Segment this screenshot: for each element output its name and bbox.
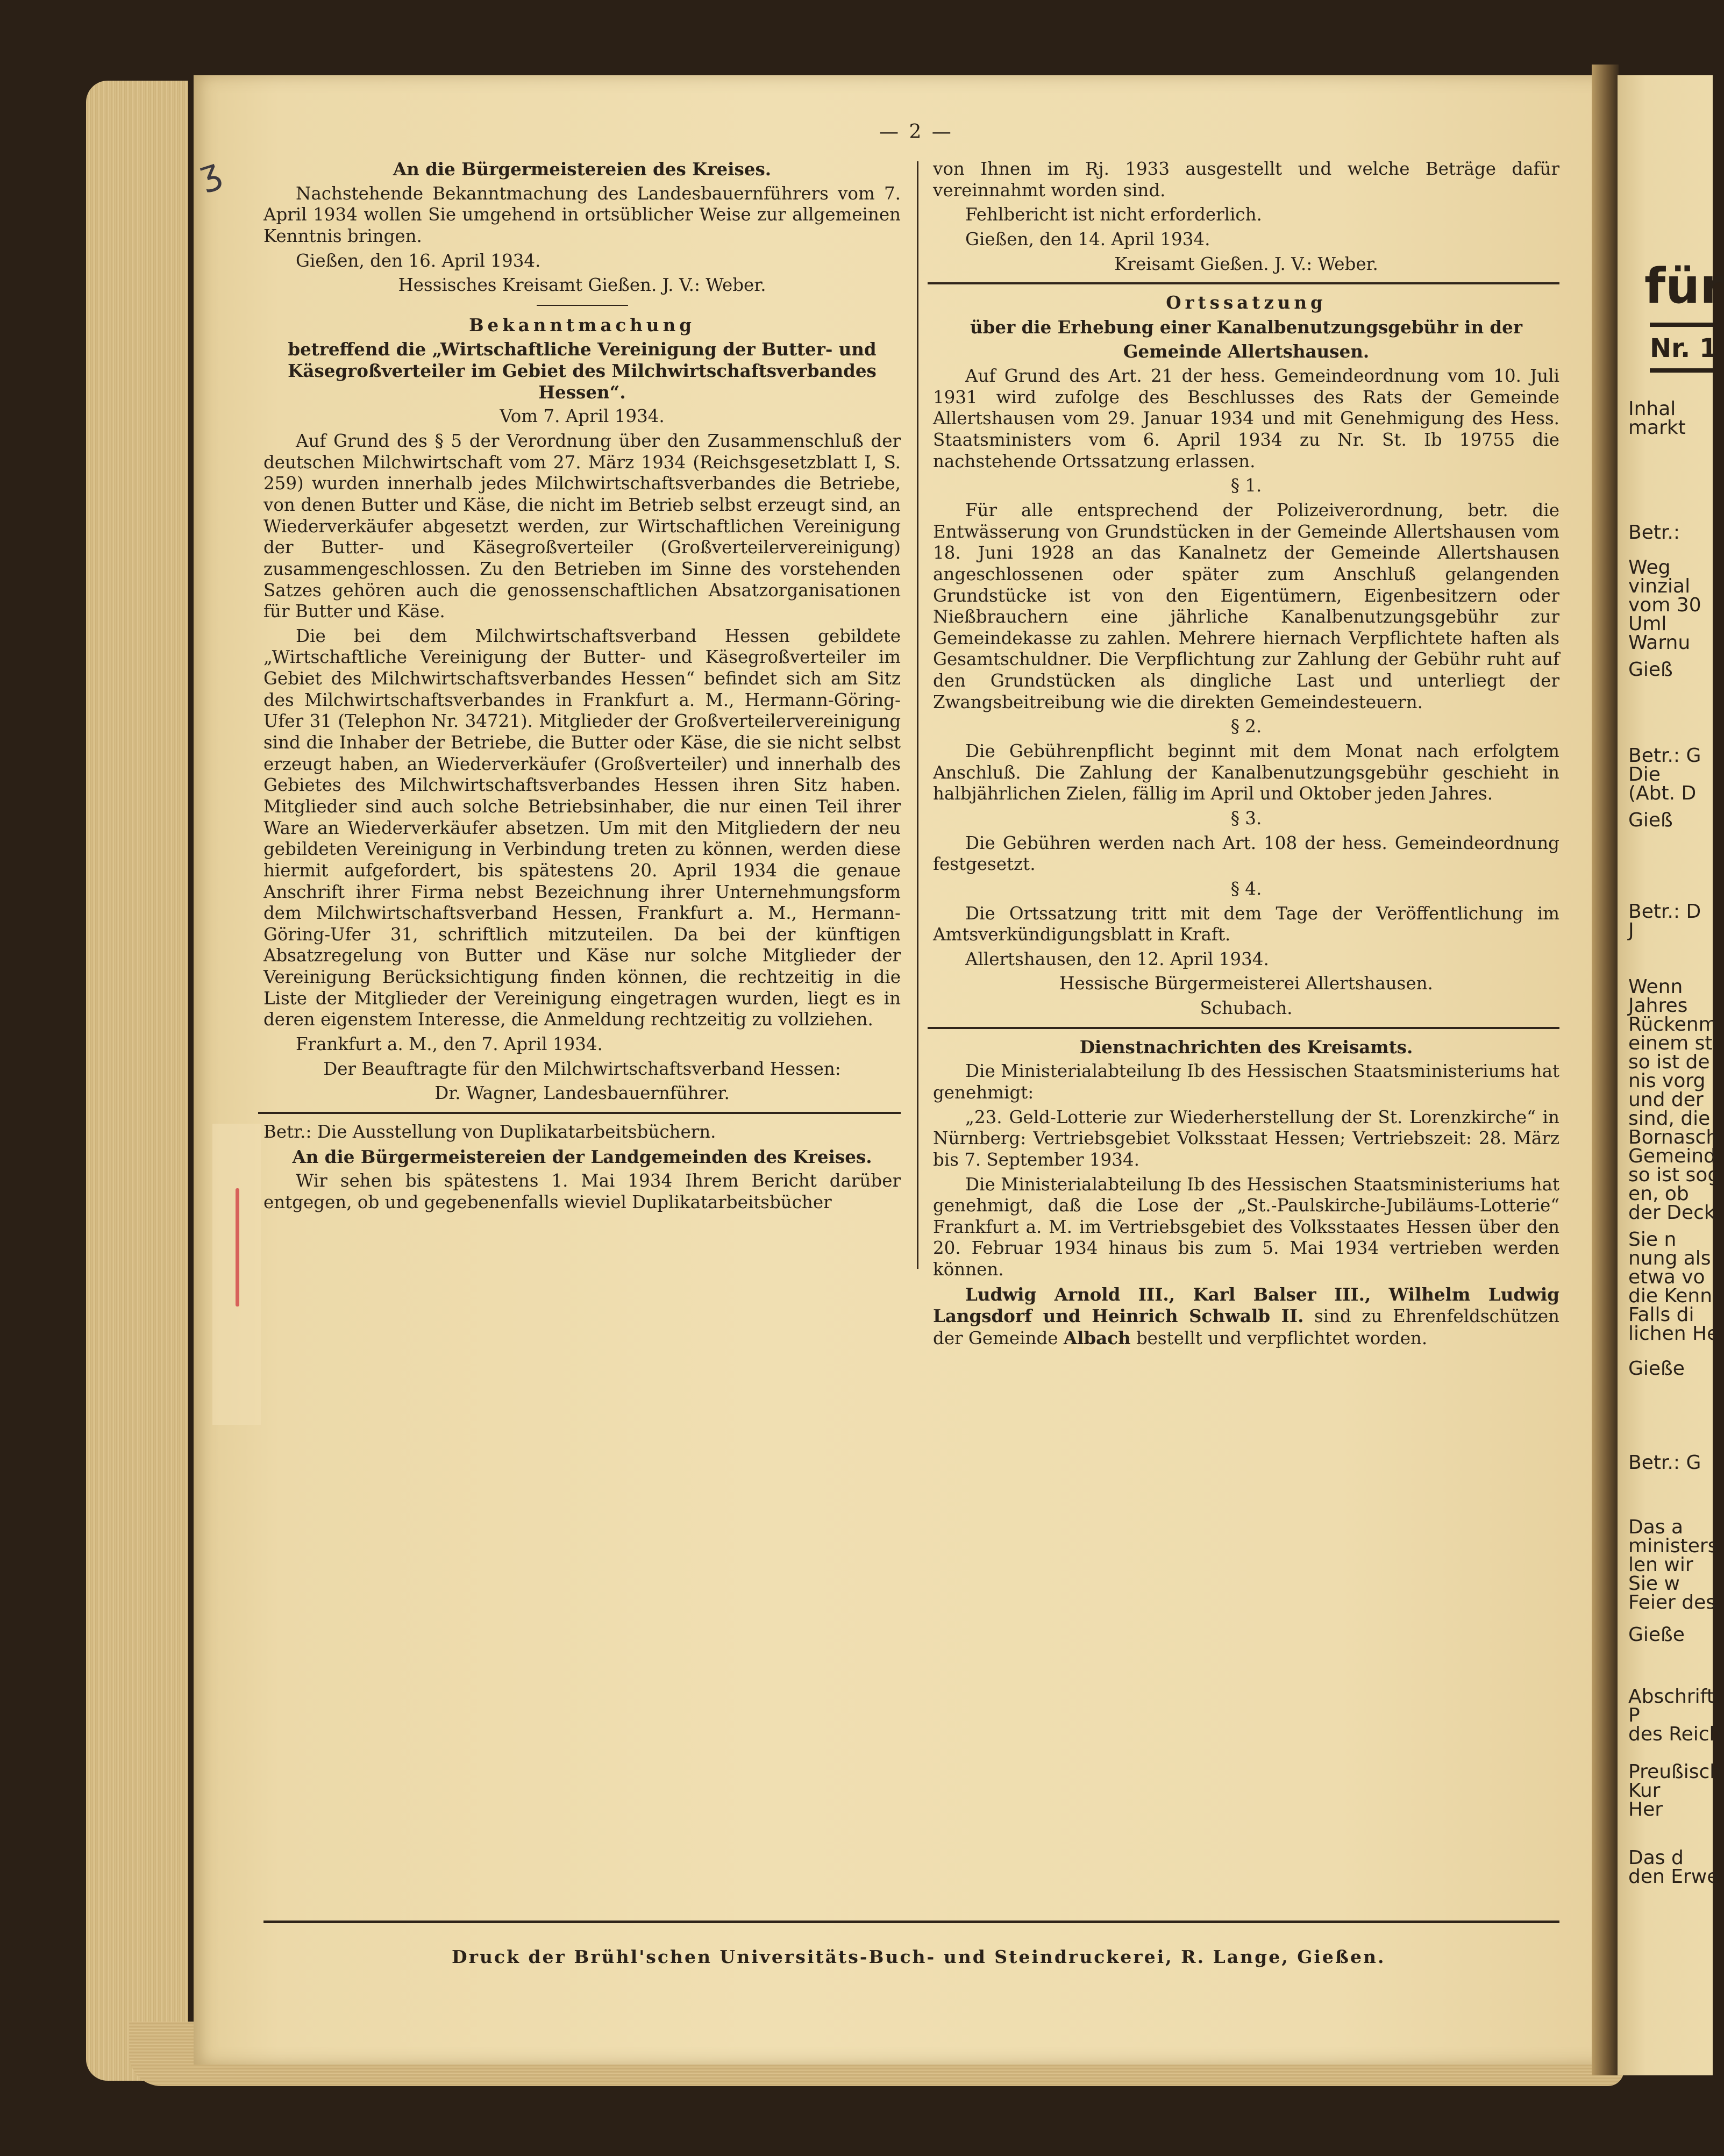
dateline: Gießen, den 16. April 1934. <box>296 250 541 271</box>
next-page-line: (Abt. D <box>1628 782 1697 804</box>
next-page <box>1618 75 1724 2075</box>
printer-imprint: Druck der Brühl'schen Universitäts-Buch- und Steindruckerei, R. Lange, Gießen. <box>452 1946 1386 1967</box>
signature: Schubach. <box>1200 998 1293 1019</box>
signature: Hessische Bürgermeisterei Allertshausen. <box>1059 973 1433 994</box>
dateline: Frankfurt a. M., den 7. April 1934. <box>296 1033 603 1054</box>
signature: Hessisches Kreisamt Gießen. J. V.: Weber. <box>398 275 766 296</box>
next-page-line: Wenn <box>1628 976 1683 998</box>
paragraph <box>933 1284 1559 1350</box>
statute-subtitle: Gemeinde Allertshausen. <box>1123 341 1370 362</box>
next-page-line: Preußisch <box>1628 1761 1722 1783</box>
paragraph: Auf Grund des Art. 21 der hess. Gemeindeordnung vom 10. Juli 1931 wird zufolge des Beschlusses des Rats der Gemeinde Allertshausen vom 29. Januar 1934 und mit Genehmigung des Hess. Staatsministers vom 6. April 1934 zu Nr. St. Ib 19755 die nachstehende Ortssatzung erlassen. <box>933 366 1559 472</box>
paragraph: von Ihnen im Rj. 1933 ausgestellt und welche Beträge dafür vereinnahmt worden sind. <box>933 159 1559 201</box>
next-page-line: des Reich <box>1628 1723 1722 1745</box>
paragraph: „23. Geld-Lotterie zur Wiederherstellung der St. Lorenzkirche“ in Nürnberg: Vertriebsgebiet Volksstaat Hessen; Vertriebszeit: 28. März bis 7. September 1934. <box>933 1106 1559 1170</box>
section-heading: Dienstnachrichten des Kreisamts. <box>1079 1036 1413 1058</box>
next-page-line: P <box>1628 1704 1640 1726</box>
next-page-line: Inhal <box>1628 398 1676 420</box>
next-page-line: Die <box>1628 763 1661 786</box>
next-page-rule <box>1650 323 1713 327</box>
divider <box>928 1027 1559 1029</box>
signature: Dr. Wagner, Landesbauernführer. <box>434 1083 730 1104</box>
next-page-line: und der <box>1628 1089 1704 1111</box>
next-page-line: Das d <box>1628 1847 1684 1869</box>
notice-date: Vom 7. April 1934. <box>500 406 665 427</box>
next-page-line: so ist de <box>1628 1051 1710 1073</box>
paragraph: Die bei dem Milchwirtschaftsverband Hessen gebildete „Wirtschaftliche Vereinigung der Butter- und Käsegroßverteiler im Gebiet des Milchwirtschaftsverbandes Hessen“ befindet sich am Sitz des Milchwirtschaftsverbandes in Frankfurt a. M., Hermann-Göring-Ufer 31 (Telephon Nr. 34721). Mitglieder der Großverteilervereinigung sind die Inhaber der Betriebe, die Butter oder Käse, die sie nicht selbst erzeugt haben, an Wiederverkäufer (Großverteiler) und innerhalb des Gebietes des Milchwirtschaftsverbandes Hessen ihren Sitz haben. Mitglieder sind auch solche Betriebsinhaber, die nur einen Teil ihrer Ware an Wiederverkäufer absetzen. Um mit den Mitgliedern der neu gebildeten Vereinigung in Verbindung treten zu können, werden diese hiermit aufgefordert, bis spätestens 20. April 1934 die genaue Anschrift ihrer Firma nebst Bezeichnung ihrer Unternehmungsform dem Milchwirtschaftsverband Hessen, Frankfurt a. M., Hermann-Göring-Ufer 31, schriftlich mitzuteilen. Da bei der künftigen Absatzregelung von Butter und Käse nur solche Mitglieder der Vereinigung Berücksichtigung finden können, die rechtzeitig in die Liste der Mitglieder der Vereinigung eingetragen wurden, liegt es in deren eigenstem Interesse, die Anmeldung rechtzeitig zu vollziehen. <box>263 625 901 1030</box>
divider <box>537 305 628 306</box>
next-page-line: so ist sog <box>1628 1164 1720 1186</box>
signature: Kreisamt Gießen. J. V.: Weber. <box>1114 253 1378 274</box>
next-page-line: Gemeind <box>1628 1145 1716 1167</box>
paragraph: Nachstehende Bekanntmachung des Landesbauernführers vom 7. April 1934 wollen Sie umgehend in ortsüblicher Weise zur allgemeinen Kenntnis bringen. <box>263 183 901 246</box>
next-page-line: Gieße <box>1628 1624 1685 1646</box>
statute-subtitle: über die Erhebung einer Kanalbenutzungsgebühr in der <box>970 316 1522 338</box>
next-page-line: Gieße <box>1628 1358 1685 1380</box>
next-page-line: len wir <box>1628 1554 1693 1576</box>
paragraph: Die Gebühren werden nach Art. 108 der hess. Gemeindeordnung festgesetzt. <box>933 832 1559 875</box>
paragraph: Für alle entsprechend der Polizeiverordnung, betr. die Entwässerung von Grundstücken in der Gemeinde Allertshausen vom 18. Juni 1928 an das Kanalnetz der Gemeinde Allertshausen angeschlossenen oder später zum Anschluß gelangenden Grundstücke ist von den Eigentümern, Eigenbesitzern oder Nießbrauchern eine jährliche Kanalbenutzungsgebühr zur Gemeindekasse zu zahlen. Mehrere hiernach Verpflichtete haften als Gesamtschuldner. Die Verpflichtung zur Zahlung der Gebühr ruht auf den Grundstücken als dingliche Last und unterliegt der Zwangsbeitreibung wie die direkten Gemeindesteuern. <box>933 499 1559 712</box>
next-page-line: etwa vo <box>1628 1266 1705 1288</box>
next-page-line: den Erwe <box>1628 1866 1719 1888</box>
divider <box>258 1112 901 1114</box>
place-name: Albach <box>1063 1327 1131 1349</box>
section-label: § 2. <box>1230 716 1262 737</box>
paragraph: Die Ministerialabteilung Ib des Hessischen Staatsministeriums hat genehmigt, daß die Lose der „St.-Paulskirche-Jubiläums-Lotterie“ Frankfurt a. M. im Vertriebsgebiet des Volksstaates Hessen über den 20. Februar 1934 hinaus bis zum 5. Mai 1934 vertrieben werden können. <box>933 1174 1559 1280</box>
section-label: § 4. <box>1230 878 1262 899</box>
section-label: § 1. <box>1230 475 1262 496</box>
next-page-line: Betr.: D <box>1628 901 1701 923</box>
next-page-rule <box>1650 368 1713 373</box>
next-page-line: Betr.: <box>1628 522 1680 544</box>
next-page-line: Weg <box>1628 556 1671 579</box>
next-page-line: markt <box>1628 417 1686 439</box>
paragraph: Wir sehen bis spätestens 1. Mai 1934 Ihrem Bericht darüber entgegen, ob und gegebenenfalls wieviel Duplikatarbeitsbücher <box>263 1170 901 1212</box>
dateline: Allertshausen, den 12. April 1934. <box>965 948 1269 969</box>
notice-title: Bekanntmachung <box>469 314 695 335</box>
paragraph: Die Ortssatzung tritt mit dem Tage der Veröffentlichung im Amtsverkündigungsblatt in Kraft. <box>933 903 1559 945</box>
next-page-line: en, ob <box>1628 1183 1689 1205</box>
next-page-line: Sie n <box>1628 1229 1677 1251</box>
page-number: — 2 — <box>879 121 953 143</box>
next-page-line: Sie w <box>1628 1573 1680 1595</box>
next-page-line: lichen He <box>1628 1323 1719 1345</box>
next-page-line: Her <box>1628 1798 1663 1821</box>
next-page-line: vinzial <box>1628 575 1691 597</box>
page-edges <box>86 81 188 2081</box>
next-page-line: Warnu <box>1628 632 1691 654</box>
next-page-line: die Kenn <box>1628 1285 1713 1307</box>
statute-title: Ortssatzung <box>1166 292 1327 313</box>
next-page-number: Nr. 1 <box>1650 333 1718 363</box>
text: sind zu Ehrenfeldschützen der Gemeinde <box>933 1306 1559 1349</box>
notice-subtitle: betreffend die „Wirtschaftliche Vereinigung der Butter- und Käsegroßverteiler im Gebiet des Milchwirtschaftsverbandes Hessen“. <box>288 339 877 403</box>
next-page-line: Uml <box>1628 613 1667 635</box>
names: Ludwig Arnold III., Karl Balser III., Wilhelm Ludwig Langsdorf und Heinrich Schwalb II. <box>933 1283 1559 1327</box>
text: bestellt und verpflichtet worden. <box>1130 1328 1428 1349</box>
red-pencil-mark <box>236 1188 239 1307</box>
next-page-line: Rückenm <box>1628 1013 1718 1036</box>
next-page-line: der Deck <box>1628 1202 1715 1224</box>
next-page-line: einem st <box>1628 1032 1713 1054</box>
next-page-line: J <box>1628 919 1634 941</box>
column-divider <box>917 161 918 1269</box>
left-column <box>263 159 901 1216</box>
next-page-line: Gieß <box>1628 659 1673 681</box>
next-page-line: sind, die <box>1628 1108 1711 1130</box>
paragraph: Fehlbericht ist nicht erforderlich. <box>965 204 1262 225</box>
paragraph: Die Gebührenpflicht beginnt mit dem Monat nach erfolgtem Anschluß. Die Zahlung der Kanalbenutzungsgebühr geschieht in halbjährlichen Zielen, fällig im April und Oktober jeden Jahres. <box>933 741 1559 804</box>
next-page-line: Betr.: G <box>1628 1452 1701 1474</box>
next-page-line: Bornasch <box>1628 1126 1719 1148</box>
footer-rule <box>263 1921 1559 1923</box>
section-heading: An die Bürgermeistereien der Landgemeinden des Kreises. <box>292 1146 872 1167</box>
section-heading: An die Bürgermeistereien des Kreises. <box>393 159 772 180</box>
paragraph: Die Ministerialabteilung Ib des Hessischen Staatsministeriums hat genehmigt: <box>933 1061 1559 1103</box>
next-page-header: für <box>1644 258 1724 315</box>
dateline: Gießen, den 14. April 1934. <box>965 229 1210 249</box>
pencil-scribble: ʒ <box>194 151 226 195</box>
next-page-line: Das a <box>1628 1516 1684 1538</box>
next-page-line: Abschrift. <box>1628 1686 1721 1708</box>
next-page-line: Feier des <box>1628 1591 1716 1614</box>
right-column <box>933 159 1559 1353</box>
paragraph: Auf Grund des § 5 der Verordnung über den Zusammenschluß der deutschen Milchwirtschaft vom 27. März 1934 (Reichsgesetzblatt I, S. 259) wurden innerhalb jedes Milchwirtschaftsverbandes die Betriebe, von denen Butter und Käse, die nicht im Betrieb selbst erzeugt sind, an Wiederverkäufer abgesetzt werden, zur Wirtschaftlichen Vereinigung der Butter- und Käsegroßverteiler (Großverteilervereinigung) zusammengeschlossen. Zu den Betrieben im Sinne des vorstehenden Satzes gehören auch die genossenschaftlichen Absatzorganisationen für Butter und Käse. <box>263 431 901 622</box>
next-page-line: nung als <box>1628 1247 1711 1269</box>
divider <box>928 282 1559 284</box>
next-page-line: Gieß <box>1628 809 1673 831</box>
section-label: § 3. <box>1230 808 1262 829</box>
book-gutter <box>1592 65 1619 2075</box>
next-page-line: nis vorg <box>1628 1070 1706 1092</box>
next-page-line: vom 30 <box>1628 594 1701 616</box>
subject-line: Betr.: Die Ausstellung von Duplikatarbeitsbüchern. <box>263 1121 716 1142</box>
next-page-line: Jahres <box>1628 995 1688 1017</box>
next-page-line: Betr.: G <box>1628 745 1701 767</box>
signature: Der Beauftragte für den Milchwirtschaftsverband Hessen: <box>323 1058 841 1079</box>
next-page-line: ministers <box>1628 1535 1718 1557</box>
next-page-line: Kur <box>1628 1780 1661 1802</box>
next-page-line: Falls di <box>1628 1304 1694 1326</box>
